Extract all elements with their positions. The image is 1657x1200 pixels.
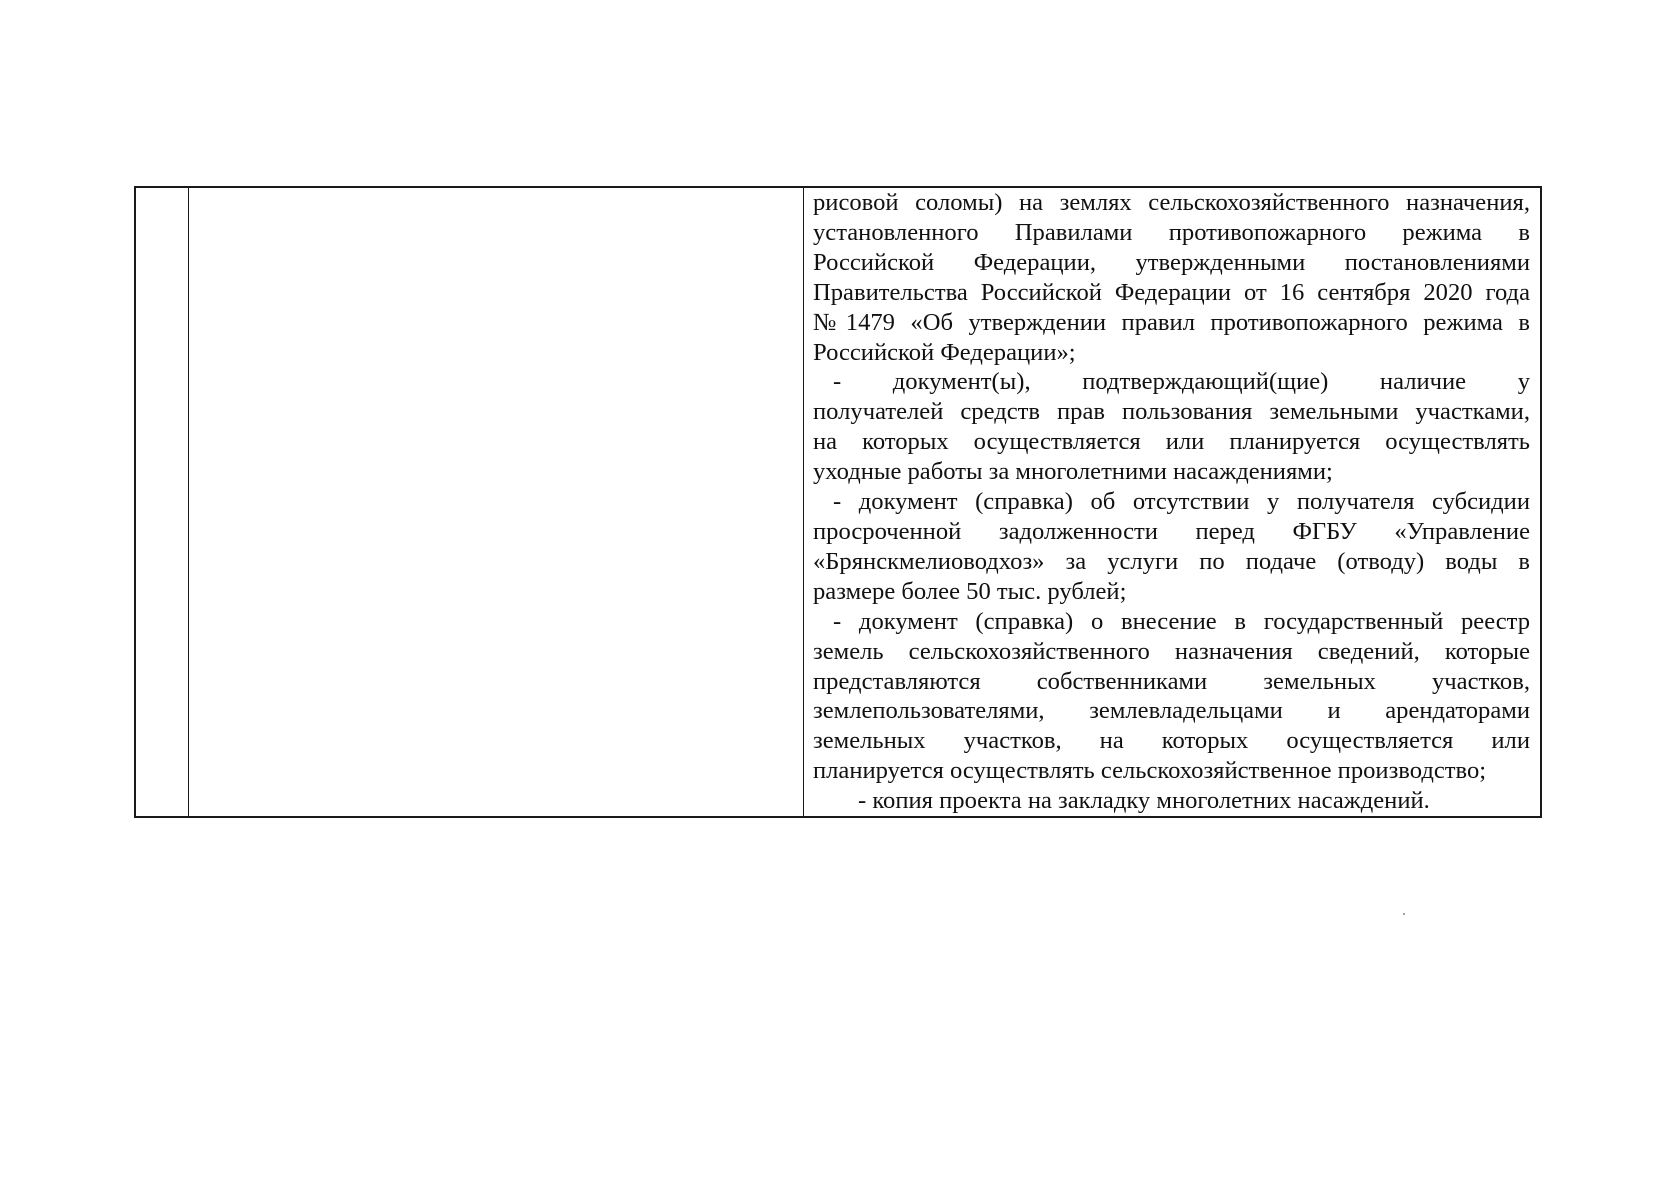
text-line: получателей средств прав пользования земельными участками, <box>813 398 1530 426</box>
list-item-line: - документ (справка) о внесение в государственный реестр <box>833 607 1530 635</box>
scan-speck <box>1403 913 1405 915</box>
text-line: Российской Федерации, утвержденными постановлениями <box>813 248 1530 276</box>
text-line: землепользователями, землевладельцами и арендаторами <box>813 697 1530 725</box>
text-line: просроченной задолженности перед ФГБУ «Управление <box>813 517 1530 545</box>
text-line: представляются собственниками земельных участков, <box>813 667 1530 695</box>
text-line: уходные работы за многолетними насаждениями; <box>813 458 1333 486</box>
document-table <box>134 186 1542 818</box>
text-line: земель сельскохозяйственного назначения сведений, которые <box>813 637 1530 665</box>
text-line: установленного Правилами противопожарного режима в <box>813 218 1530 246</box>
list-item-line: - документ(ы), подтверждающий(щие) наличие у <box>833 368 1530 396</box>
text-line: «Брянскмелиоводхоз» за услуги по подаче (отводу) воды в <box>813 547 1530 575</box>
list-item-line: - документ (справка) об отсутствии у получателя субсидии <box>833 488 1530 516</box>
text-line: Правительства Российской Федерации от 16 сентября 2020 года <box>813 278 1530 306</box>
table-cell-documents <box>804 188 1540 816</box>
documents-text <box>813 188 1530 816</box>
text-line: планируется осуществлять сельскохозяйственное производство; <box>813 757 1487 785</box>
list-item-line: - копия проекта на закладку многолетних насаждений. <box>858 787 1430 815</box>
text-line: на которых осуществляется или планируется осуществлять <box>813 428 1530 456</box>
table-cell-description <box>189 188 804 816</box>
text-line: размере более 50 тыс. рублей; <box>813 577 1127 605</box>
text-line: земельных участков, на которых осуществляется или <box>813 727 1530 755</box>
text-line: №1479 «Об утверждении правил противопожарного режима в <box>813 308 1530 336</box>
table-cell-number <box>136 188 189 816</box>
text-line: рисовой соломы) на землях сельскохозяйственного назначения, <box>813 189 1530 216</box>
text-line: Российской Федерации»; <box>813 338 1076 366</box>
